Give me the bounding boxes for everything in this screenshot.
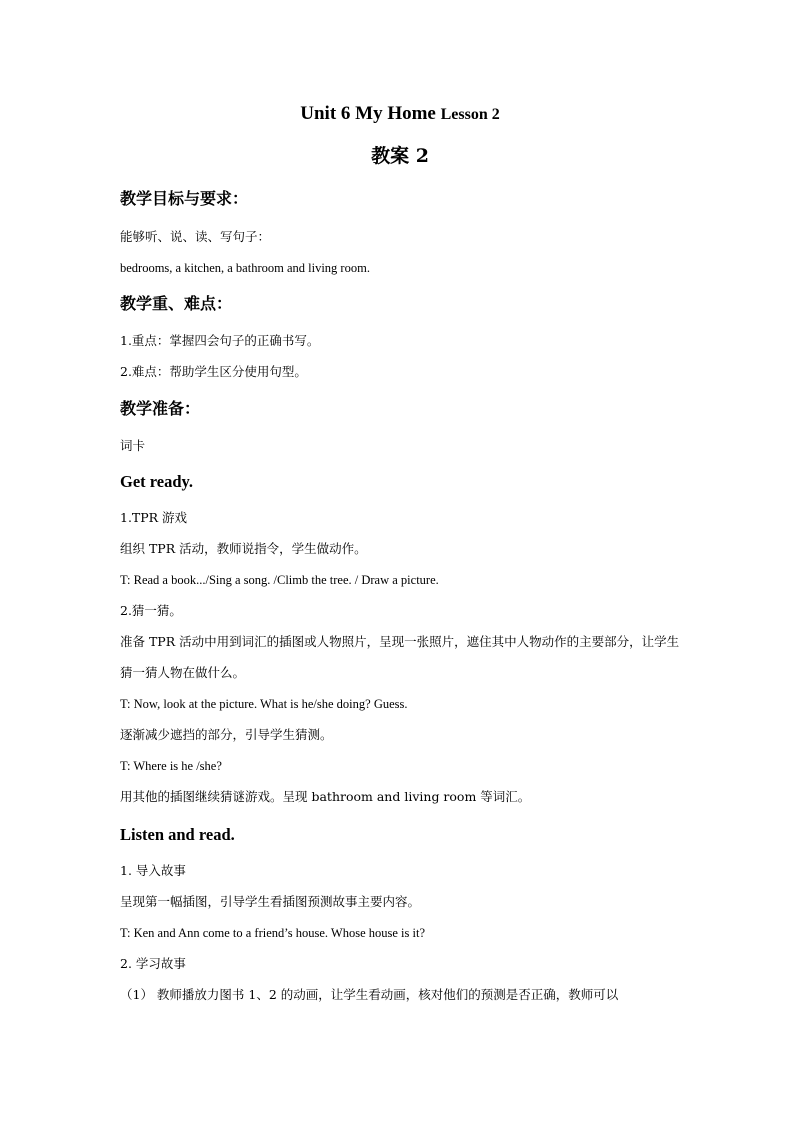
get-ready-line-2: 组织 TPR 活动，教师说指令，学生做动作。 — [120, 541, 367, 556]
listen-read-line-2: 呈现第一幅插图，引导学生看插图预测故事主要内容。 — [120, 894, 421, 909]
listen-read-line-1: 1. 导入故事 — [120, 863, 186, 878]
title-lesson: Lesson 2 — [440, 106, 500, 123]
get-ready-line-1: 1.TPR 游戏 — [120, 510, 188, 525]
listen-read-line-3: T: Ken and Ann come to a friend’s house. Whose house is it? — [120, 926, 425, 940]
goals-heading: 教学目标与要求： — [120, 189, 249, 208]
listen-read-line-5: （1） 教师播放力图书 1、2 的动画，让学生看动画，核对他们的预测是否正确，教师可以 — [120, 987, 619, 1002]
title-main: Unit 6 My Home — [300, 103, 436, 124]
keypoints-heading: 教学重、难点： — [120, 294, 233, 313]
document-body — [120, 103, 680, 1002]
listen-read-heading: Listen and read. — [120, 825, 235, 844]
keypoints-line-1: 1.重点：掌握四会句子的正确书写。 — [120, 333, 320, 348]
get-ready-line-4: 2.猜一猜。 — [120, 603, 182, 618]
get-ready-line-3: T: Read a book.../Sing a song. /Climb the tree. / Draw a picture. — [120, 573, 439, 587]
document-subtitle: 教案 2 — [371, 145, 429, 167]
prep-heading: 教学准备： — [120, 399, 201, 418]
keypoints-line-2: 2.难点：帮助学生区分使用句型。 — [120, 364, 307, 379]
get-ready-line-5: 准备 TPR 活动中用到词汇的插图或人物照片，呈现一张照片，遮住其中人物动作的主要部分，让学生猜一猜人物在做什么。 — [120, 634, 680, 680]
goals-line-1: 能够听、说、读、写句子： — [120, 229, 271, 244]
get-ready-line-7: 逐渐减少遮挡的部分，引导学生猜测。 — [120, 727, 333, 742]
get-ready-line-6: T: Now, look at the picture. What is he/she doing? Guess. — [120, 697, 408, 711]
get-ready-heading: Get ready. — [120, 472, 194, 491]
listen-read-line-4: 2. 学习故事 — [120, 956, 186, 971]
document-title — [270, 103, 530, 125]
prep-line-1: 词卡 — [120, 438, 146, 453]
goals-line-2: bedrooms, a kitchen, a bathroom and living room. — [120, 261, 370, 275]
get-ready-line-9: 用其他的插图继续猜谜游戏。呈现 bathroom and living room 等词汇。 — [120, 789, 531, 804]
get-ready-line-8: T: Where is he /she? — [120, 759, 222, 773]
